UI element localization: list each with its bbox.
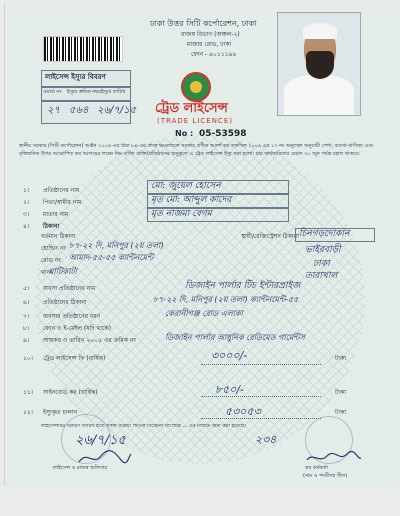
- label-tax-serial: আয়কর ও তারিখ ২০০৫ এর ক্রমিক নং: [43, 337, 136, 344]
- row-num: ১।: [23, 187, 30, 194]
- value-signboard-tax: ৮৫০/-: [215, 383, 244, 396]
- office-phone: ফোন - ৯০১১১৯৪: [191, 51, 237, 58]
- holding-label: হোল্ডিং নং: [41, 245, 66, 252]
- office-address: মাজার রোড, ঢাকা: [187, 41, 232, 48]
- left-signature-icon: [77, 448, 133, 466]
- col-ward: ওয়ার্ড নং: [43, 89, 62, 95]
- right-signatory-sub: (নাম ও পদবীসহ সীল): [303, 473, 348, 479]
- license-box-title: লাইসেন্স ইস্যুর বিবরণ: [45, 73, 106, 81]
- licence-number: 05-53598: [199, 129, 247, 139]
- thana-label: থানা: [41, 269, 52, 276]
- value-father: মৃত মো: আব্দুল কাদের: [151, 195, 232, 205]
- licence-no-label: No :: [175, 129, 194, 138]
- permanent-address-heading: স্থায়ী/রেজিস্ট্রেশন ঠিকানা: [241, 233, 299, 240]
- label-challan: ইস্যুকৃত চালান: [43, 409, 78, 416]
- label-phone-email: ফোন ও ই-মেইল (যদি থাকে): [43, 325, 112, 332]
- serial-value: ৫৬৪: [69, 105, 89, 116]
- label-business-name: ব্যবসা প্রতিষ্ঠানের নাম: [43, 285, 96, 292]
- unit-taka: টাকা: [335, 389, 346, 396]
- label-owner: প্রতিষ্ঠানের নাম: [43, 187, 80, 194]
- row-num: ৫।: [23, 285, 30, 292]
- value-business-address: ৮৭-২২ দি, মনিপুর (২য় তলা) ক্যান্টনমেন্ট-৫৫: [153, 295, 299, 304]
- row-num: ১১।: [23, 389, 33, 396]
- right-signatory: কর কর্মকর্তা: [305, 465, 328, 471]
- ward-value: ২৭: [47, 105, 61, 116]
- department: রাজস্ব বিভাগ (অঞ্চল-২): [181, 31, 240, 38]
- value-business-name: ডিজাইন পার্লার টিচ ইন্টারপ্রাইজ: [185, 281, 301, 291]
- corporation-seal-icon: [181, 72, 211, 102]
- label-address: ঠিকানা: [43, 223, 60, 230]
- row-num: ৭।: [23, 313, 30, 320]
- area-value: মাটিকাটা: [49, 267, 78, 276]
- validity-note: লাইসেন্সটির বিতরণ তারিখ হতে সকল বকেয়া পাওনা বিবেচনা সাপেক্ষে ... এর মাধ্যমে জমা করা হয়েছে।: [41, 424, 246, 429]
- current-address-heading: বর্তমান ঠিকানা: [41, 233, 76, 240]
- perm-value-3: ঢাকা: [313, 259, 330, 269]
- holding-value: ৮৭-২২ দি, মনিপুর (২য় তলা): [69, 241, 164, 250]
- label-signboard-tax: সাইনবোর্ড কর (বার্ষিক): [43, 389, 98, 396]
- date-value: ২৬/৭/১৫: [97, 105, 137, 116]
- label-father: পিতা/স্বামীর নাম: [43, 199, 82, 206]
- row-num: ৮।: [23, 325, 30, 332]
- row-num: ২।: [23, 199, 30, 206]
- right-signature-icon: [305, 450, 363, 466]
- row-num: ৯।: [23, 337, 30, 344]
- label-business-address: প্রতিষ্ঠানের ঠিকানা: [43, 299, 87, 306]
- label-licence-fee: ট্রেড লাইসেন্স ফি (বার্ষিক): [43, 355, 106, 362]
- value-mother: মৃত নাজমা বেগম: [151, 209, 212, 219]
- trade-licence-document: [4, 4, 399, 486]
- col-serial: ইস্যুর ক্রমিক নম্বর: [67, 89, 101, 95]
- footer-date: ২৬/৭/১৫: [75, 433, 126, 448]
- title-english: (TRADE LICENCE): [157, 117, 233, 125]
- value-business-category: ডিজাইন পার্লার আধুনিক রেডিমেড গার্মেন্টস: [165, 333, 305, 342]
- label-business-type: ব্যবসার প্রতিষ্ঠানের ধরন: [43, 313, 101, 320]
- value-challan: ৫৩০৫৩: [225, 405, 261, 418]
- receipt-number: ২৩৪: [255, 433, 277, 446]
- label-mother: মাতার নাম: [43, 211, 69, 218]
- row-num: ৩।: [23, 211, 30, 218]
- value-owner: মো: জুয়েল হোসেন: [151, 181, 221, 191]
- road-value: আমাদ-৫৫-৫৫ ক্যান্টনমেন্ট: [69, 253, 154, 262]
- perm-value-1: চিনগড়দোকান: [299, 229, 350, 239]
- unit-taka: টাকা: [335, 355, 346, 362]
- unit-taka: টাকা: [335, 409, 346, 416]
- value-licence-fee: ৩০০০/-: [211, 349, 248, 362]
- value-business-type: কেরানীগঞ্জ রোড এলাকা: [165, 309, 243, 318]
- perm-value-4: তারাখাল: [305, 271, 338, 281]
- row-num: ১০।: [23, 355, 33, 362]
- title-bangla: ট্রেড লাইসেন্স: [155, 101, 228, 116]
- row-num: ৬।: [23, 299, 30, 306]
- col-date: ইস্যুর তারিখ: [101, 89, 126, 95]
- road-label: রোড নং: [41, 257, 61, 264]
- row-num: ৪।: [23, 223, 30, 230]
- perm-value-2: ভাইরবাড়ী: [305, 245, 341, 255]
- preamble-text: স্থানীয় সরকার (সিটি কর্পোরেশন) আইন ২০০৯-এর ধারা ৮৪-এর প্রদত্ত ক্ষমতাবলে সরকার প্রণীত আদর্শ কর তফসিল ২০০৯ এর ১৭ নং অনুচ্ছেদ অনুযায়ী পেশা, ব্যবসা-বাণিজ্য এবং বৃত্তিজনিত উপর আরোপিত কর আদায়ের লক্ষ্যে নিম্ন বর্ণিত ব্যক্তি/প্রতিষ্ঠানের অনুকূলে এ ট্রেড লাইসেন্স ইস্যু করা হলো। যার কার্যকারিতার মেয়াদ ৩০ জুন পর্যন্ত বহাল থাকবে।: [19, 143, 374, 157]
- barcode: [43, 36, 123, 62]
- authority-name: ঢাকা উত্তর সিটি কর্পোরেশন, ঢাকা: [150, 19, 257, 28]
- holder-photo: [277, 12, 361, 116]
- row-num: ১২।: [23, 409, 33, 416]
- left-signatory: লাইসেন্স ও রাজস্ব অফিসার: [53, 465, 108, 471]
